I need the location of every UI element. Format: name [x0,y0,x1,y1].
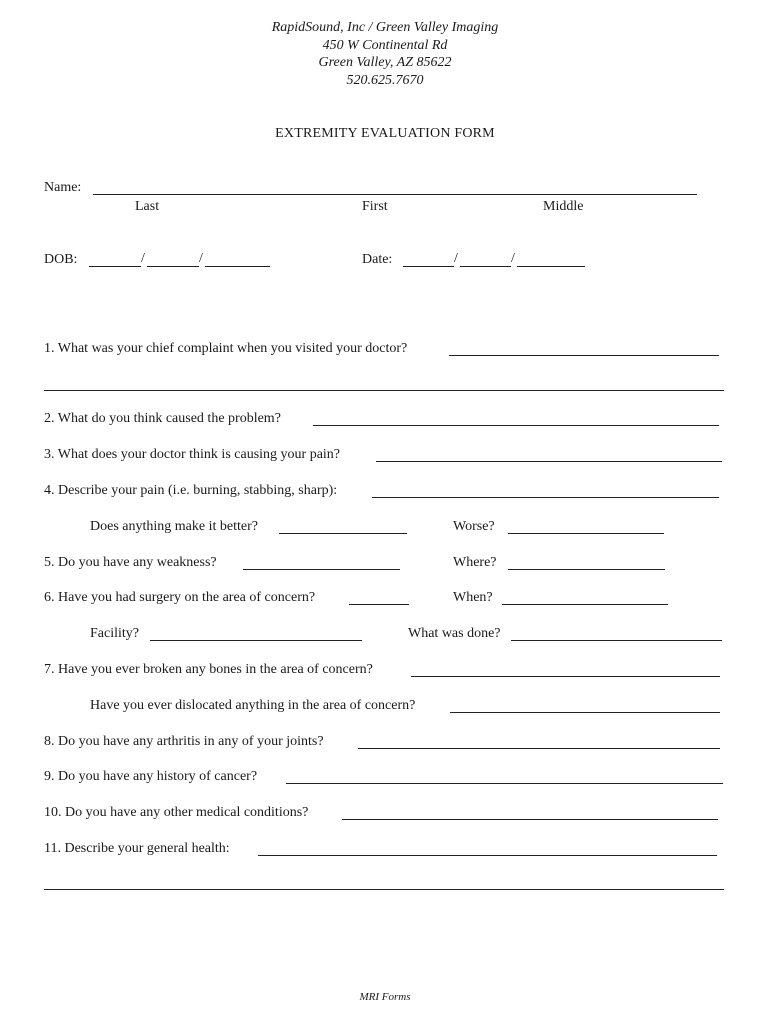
header-address: 450 W Continental Rd [322,38,448,53]
question-6-facility-line[interactable] [150,640,362,641]
question-1: 1. What was your chief complaint when you visited your doctor? [44,341,408,356]
question-5-answer-line[interactable] [243,569,400,570]
date-year-line[interactable] [517,266,585,267]
question-11: 11. Describe your general health: [44,841,230,856]
question-6-what-done-line[interactable] [511,640,722,641]
question-8: 8. Do you have any arthritis in any of your joints? [44,734,324,749]
question-4: 4. Describe your pain (i.e. burning, stabbing, sharp): [44,483,338,498]
question-6-what-done: What was done? [408,626,501,641]
dob-slash-1: / [141,251,145,266]
question-11-answer-line-2[interactable] [44,889,724,890]
dob-year-line[interactable] [205,266,270,267]
name-last-caption: Last [135,199,160,214]
question-1-answer-line[interactable] [449,355,719,356]
question-7-answer-line[interactable] [411,676,720,677]
header-company: RapidSound, Inc / Green Valley Imaging [271,20,499,35]
header-city: Green Valley, AZ 85622 [318,55,452,70]
dob-slash-2: / [199,251,203,266]
question-6-facility: Facility? [90,626,139,641]
date-slash-1: / [454,251,458,266]
question-4-worse: Worse? [453,519,495,534]
footer-label: MRI Forms [359,991,411,1003]
question-7: 7. Have you ever broken any bones in the area of concern? [44,662,373,677]
dob-month-line[interactable] [89,266,141,267]
question-2: 2. What do you think caused the problem? [44,411,281,426]
question-7-dislocated: Have you ever dislocated anything in the area of concern? [90,698,416,713]
question-4-worse-line[interactable] [508,533,664,534]
question-5: 5. Do you have any weakness? [44,555,217,570]
question-9: 9. Do you have any history of cancer? [44,769,258,784]
question-4-better-line[interactable] [279,533,407,534]
question-6-when-line[interactable] [502,604,668,605]
dob-label: DOB: [44,252,78,267]
question-6-when: When? [453,590,493,605]
question-5-where-line[interactable] [508,569,665,570]
question-2-answer-line[interactable] [313,425,719,426]
form-title: EXTREMITY EVALUATION FORM [275,126,495,141]
question-7-dislocated-line[interactable] [450,712,720,713]
date-month-line[interactable] [403,266,454,267]
question-10: 10. Do you have any other medical conditions? [44,805,309,820]
question-6-answer-line[interactable] [349,604,409,605]
name-input-line[interactable] [93,194,697,195]
name-label: Name: [44,180,82,195]
date-slash-2: / [511,251,515,266]
date-label: Date: [362,252,393,267]
header-phone: 520.625.7670 [346,73,424,88]
question-11-answer-line[interactable] [258,855,717,856]
question-3: 3. What does your doctor think is causing your pain? [44,447,341,462]
date-day-line[interactable] [460,266,511,267]
question-6: 6. Have you had surgery on the area of concern? [44,590,316,605]
question-4-better: Does anything make it better? [90,519,258,534]
question-1-answer-line-2[interactable] [44,390,724,391]
question-5-where: Where? [453,555,497,570]
question-9-answer-line[interactable] [286,783,723,784]
question-8-answer-line[interactable] [358,748,720,749]
name-first-caption: First [362,199,388,214]
question-4-answer-line[interactable] [372,497,719,498]
question-3-answer-line[interactable] [376,461,722,462]
dob-day-line[interactable] [147,266,199,267]
question-10-answer-line[interactable] [342,819,718,820]
name-middle-caption: Middle [543,199,584,214]
